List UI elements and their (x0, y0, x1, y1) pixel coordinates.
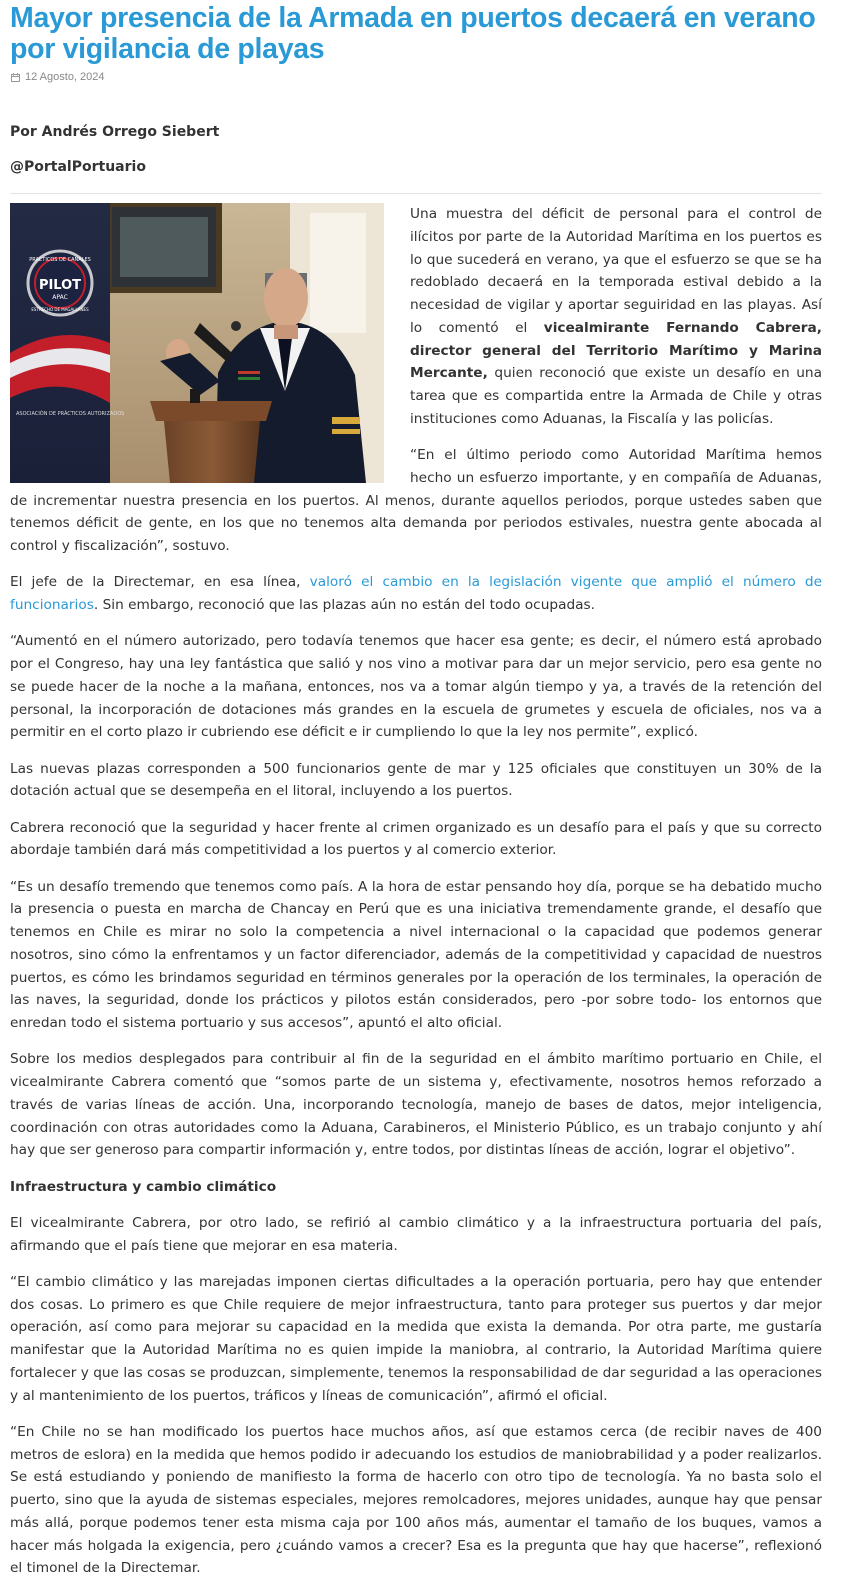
paragraph: El vicealmirante Cabrera, por otro lado, se refirió al cambio climático y a la infraestructura portuaria del país, afirmando que el país tiene que mejorar en esa materia. (10, 1214, 822, 1254)
paragraph: El jefe de la Directemar, en esa línea, valoró el cambio en la legislación vigente que amplió el número de funcionarios. Sin embargo, reconoció que las plazas aún no están del todo ocupadas. (10, 574, 822, 613)
paragraph: “En el último periodo como Autoridad Marítima hemos hecho un esfuerzo importante, y en compañía de Aduanas, de incrementar nuestra presencia en los puertos. Al menos, durante aquellos periodos, porque ustedes saben que tenemos déficit de gente, en los que no tenemos alta demanda por periodos estivales, nuestra gente abocada al control y fiscalización”, sostuvo. (10, 447, 822, 554)
paragraph: “En Chile no se han modificado los puertos hace muchos años, así que estamos cerca (de recibir naves de 400 metros de eslora) en la medida que hemos podido ir adecuando los estudios de maniobrabilidad y a poder realizarlos. Se está estudiando y poniendo de manifiesto la forma de hacerlo con otro tipo de tecnología. Ya no basta solo el puerto, sino que la ayuda de sistemas especiales, mejores remolcadores, mejores unidades, aunque hay que pensar más allá, porque podemos tener esta misma caja por 100 años más, aumentar el tamaño de los buques, vamos a hacer más holgada la exigencia, pero ¿cuándo vamos a crecer? Esa es la pregunta que hay que hacerse”, reflexionó el timonel de la Directemar. (10, 1423, 822, 1577)
banner-sub: APAC (52, 294, 68, 301)
header-divider (10, 193, 822, 194)
paragraph: “Aumentó en el número autorizado, pero todavía tenemos que hacer esa gente; es decir, el número está aprobado por el Congreso, hay una ley fantástica que salió y nos vino a motivar para dar un mejor servicio, pero esa gente no se puede hacer de la noche a la mañana, entonces, nos va a tomar algún tiempo y ya, a través de la retención del personal, la incorporación de dotaciones más grandes en la escuela de grumetes y escuela de oficiales, nos va a permitir en el corto plazo ir cubriendo ese déficit e ir cumpliendo lo que la ley nos permite”, explicó. (10, 633, 822, 741)
article-author: Por Andrés Orrego Siebert (10, 124, 220, 140)
banner-word: PILOT (38, 278, 82, 293)
calendar-icon (11, 73, 20, 82)
banner-text-bottom: ESTRECHO DE MAGALLANES (31, 307, 89, 312)
legislation-link[interactable]: valoró el cambio en la legislación vigente que amplió el número de funcionarios (10, 574, 822, 613)
article-source-handle: @PortalPortuario (10, 159, 146, 175)
paragraph: Sobre los medios desplegados para contribuir al fin de la seguridad en el ámbito marítimo portuario en Chile, el vicealmirante Cabrera comentó que “somos parte de un sistema y, efectivamente, nosotros hemos reforzado a través de varias líneas de acción. Una, incorporando tecnología, manejo de bases de datos, mejor inteligencia, coordinación con otras autoridades como la Aduana, Carabineros, el Ministerio Público, es un trabajo conjunto y ahí hay que ser generoso para compartir información y, entre todos, por distintas líneas de acción, lograr el objetivo”. (10, 1051, 822, 1159)
article-date (11, 71, 105, 83)
highlighted-name: vicealmirante Fernando Cabrera, director general del Territorio Marítimo y Marina Mercante, (410, 319, 822, 382)
article-date-text: 12 Agosto, 2024 (25, 71, 105, 83)
paragraph: “El cambio climático y las marejadas imponen ciertas dificultades a la operación portuaria, pero hay que entender dos cosas. Lo primero es que Chile requiere de mejor infraestructura, tanto para proteger sus puertos y dar mejor operación, así como para mejorar su capacidad en la medida que exista la demanda. Por otra parte, me gustaría manifestar que la Autoridad Marítima no es quien impide la maniobra, al contrario, la Autoridad Marítima quiere fortalecer y que las cosas se produzcan, simplemente, tenemos la responsabilidad de dar seguridad a las operaciones y al mantenimiento de los puertos, tráficos y líneas de comunicación”, afirmó el oficial. (10, 1273, 822, 1404)
banner-footer: ASOCIACIÓN DE PRÁCTICOS AUTORIZADOS (16, 411, 125, 417)
paragraph: Una muestra del déficit de personal para el control de ilícitos por parte de la Autoridad Marítima en los puertos es lo que sucederá en verano, ya que el esfuerzo se que se ha redoblado decaerá en la temporada estival debido a la necesidad de vigilar y aportar seguiridad en las playas. Así lo comentó el vicealmirante Fernando Cabrera, director general del Territorio Marítimo y Marina Mercante, quien reconoció que existe un desafío en una tarea que es compartida entre la Armada de Chile y otras instituciones como Aduanas, la Fiscalía y las policías. (410, 206, 822, 427)
paragraph: Las nuevas plazas corresponden a 500 funcionarios gente de mar y 125 oficiales que constituyen un 30% de la dotación actual que se desempeña en el litoral, incluyendo a los puertos. (10, 760, 822, 800)
photo-spacer (10, 203, 384, 485)
section-subheading: Infraestructura y cambio climático (10, 1178, 277, 1195)
paragraph: “Es un desafío tremendo que tenemos como país. A la hora de estar pensando hoy día, porque se ha debatido mucho la presencia o puesta en marcha de Chancay en Perú que es una iniciativa tremendamente grande, el desafío que tenemos en Chile es mirar no solo la competencia a nivel internacional o la capacidad que podemos generar nosotros, sino cómo la enfrentamos y un factor diferenciador, además de la competitividad y capacidad de nuestros puertos, es cómo les brindamos seguridad en términos generales por la operación de los terminales, la operación de las naves, la seguridad, donde los prácticos y pilotos están considerados, pero -por sobre todo- los entornos que enredan todo el sistema portuario y sus accesos”, apuntó el alto oficial. (10, 878, 822, 1031)
banner-text-top: PRACTICOS DE CANALES (29, 257, 91, 263)
article-body (10, 203, 822, 1594)
article-title: Mayor presencia de la Armada en puertos decaerá en verano por vigilancia de playas (10, 2, 816, 65)
paragraph: Cabrera reconoció que la seguridad y hacer frente al crimen organizado es un desafío para el país y que su correcto abordaje también dará más competitividad a los puertos y al comercio exterior. (10, 819, 822, 859)
